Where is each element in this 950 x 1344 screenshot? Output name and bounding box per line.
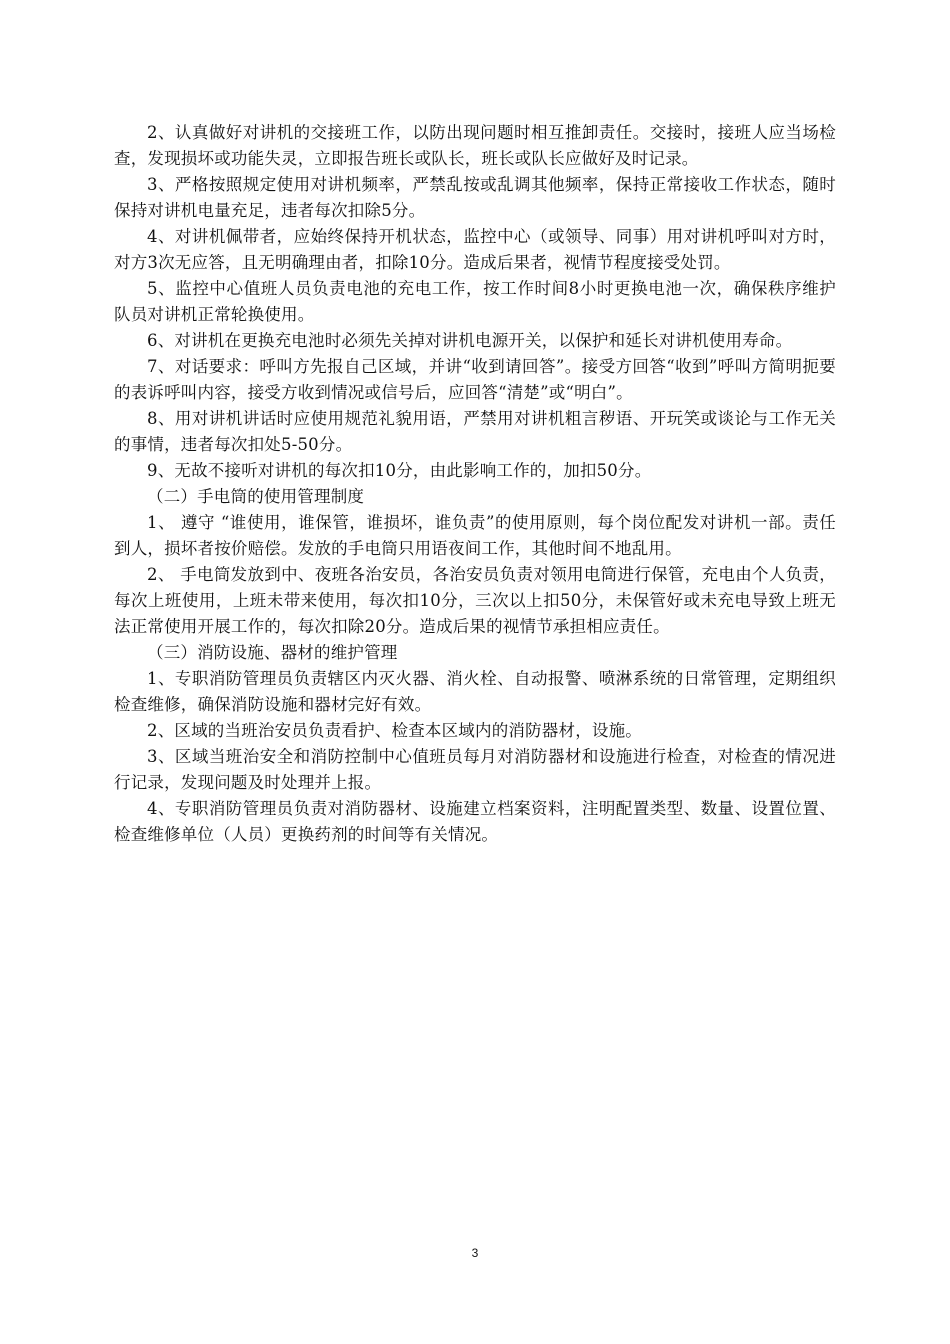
paragraph: 1、 遵守 “谁使用，谁保管，谁损坏，谁负责”的使用原则，每个岗位配发对讲机一部。责任到人，损坏者按价赔偿。发放的手电筒只用语夜间工作，其他时间不地乱用。 [114, 513, 836, 558]
paragraph: 4、专职消防管理员负责对消防器材、设施建立档案资料，注明配置类型、数量、设置位置、检查维修单位（人员）更换药剂的时间等有关情况。 [114, 799, 836, 844]
paragraph: 9、无故不接听对讲机的每次扣10分，由此影响工作的，加扣50分。 [147, 461, 652, 480]
paragraph: 5、监控中心值班人员负责电池的充电工作，按工作时间8小时更换电池一次，确保秩序维护队员对讲机正常轮换使用。 [114, 279, 836, 324]
paragraph: 6、对讲机在更换充电池时必须先关掉对讲机电源开关，以保护和延长对讲机使用寿命。 [147, 331, 793, 350]
paragraph: 2、认真做好对讲机的交接班工作，以防出现问题时相互推卸责任。交接时，接班人应当场检查，发现损坏或功能失灵，立即报告班长或队长，班长或队长应做好及时记录。 [114, 123, 836, 168]
paragraph: 3、区域当班治安全和消防控制中心值班员每月对消防器材和设施进行检查，对检查的情况进行记录，发现问题及时处理并上报。 [114, 747, 836, 792]
document-body [114, 120, 836, 848]
section-heading-fire-equipment: （三）消防设施、器材的维护管理 [147, 643, 398, 662]
paragraph: 8、用对讲机讲话时应使用规范礼貌用语，严禁用对讲机粗言秽语、开玩笑或谈论与工作无关的事情，违者每次扣处5-50分。 [114, 409, 836, 454]
paragraph: 2、 手电筒发放到中、夜班各治安员，各治安员负责对领用电筒进行保管，充电由个人负责，每次上班使用，上班未带来使用，每次扣10分，三次以上扣50分，未保管好或未充电导致上班无法正常使用开展工作的，每次扣除20分。造成后果的视情节承担相应责任。 [114, 565, 836, 636]
page-number: 3 [471, 1246, 479, 1260]
paragraph: 7、对话要求：呼叫方先报自己区域，并讲“收到请回答”。接受方回答“收到”呼叫方简明扼要的表诉呼叫内容，接受方收到情况或信号后，应回答“清楚”或“明白”。 [114, 357, 836, 402]
paragraph: 1、专职消防管理员负责辖区内灭火器、消火栓、自动报警、喷淋系统的日常管理，定期组织检查维修，确保消防设施和器材完好有效。 [114, 669, 836, 714]
paragraph: 4、对讲机佩带者，应始终保持开机状态，监控中心（或领导、同事）用对讲机呼叫对方时，对方3次无应答，且无明确理由者，扣除10分。造成后果者，视情节程度接受处罚。 [114, 227, 836, 272]
paragraph: 2、区域的当班治安员负责看护、检查本区域内的消防器材，设施。 [147, 721, 642, 740]
section-heading-flashlight: （二）手电筒的使用管理制度 [147, 487, 365, 506]
paragraph: 3、严格按照规定使用对讲机频率，严禁乱按或乱调其他频率，保持正常接收工作状态，随时保持对讲机电量充足，违者每次扣除5分。 [114, 175, 836, 220]
